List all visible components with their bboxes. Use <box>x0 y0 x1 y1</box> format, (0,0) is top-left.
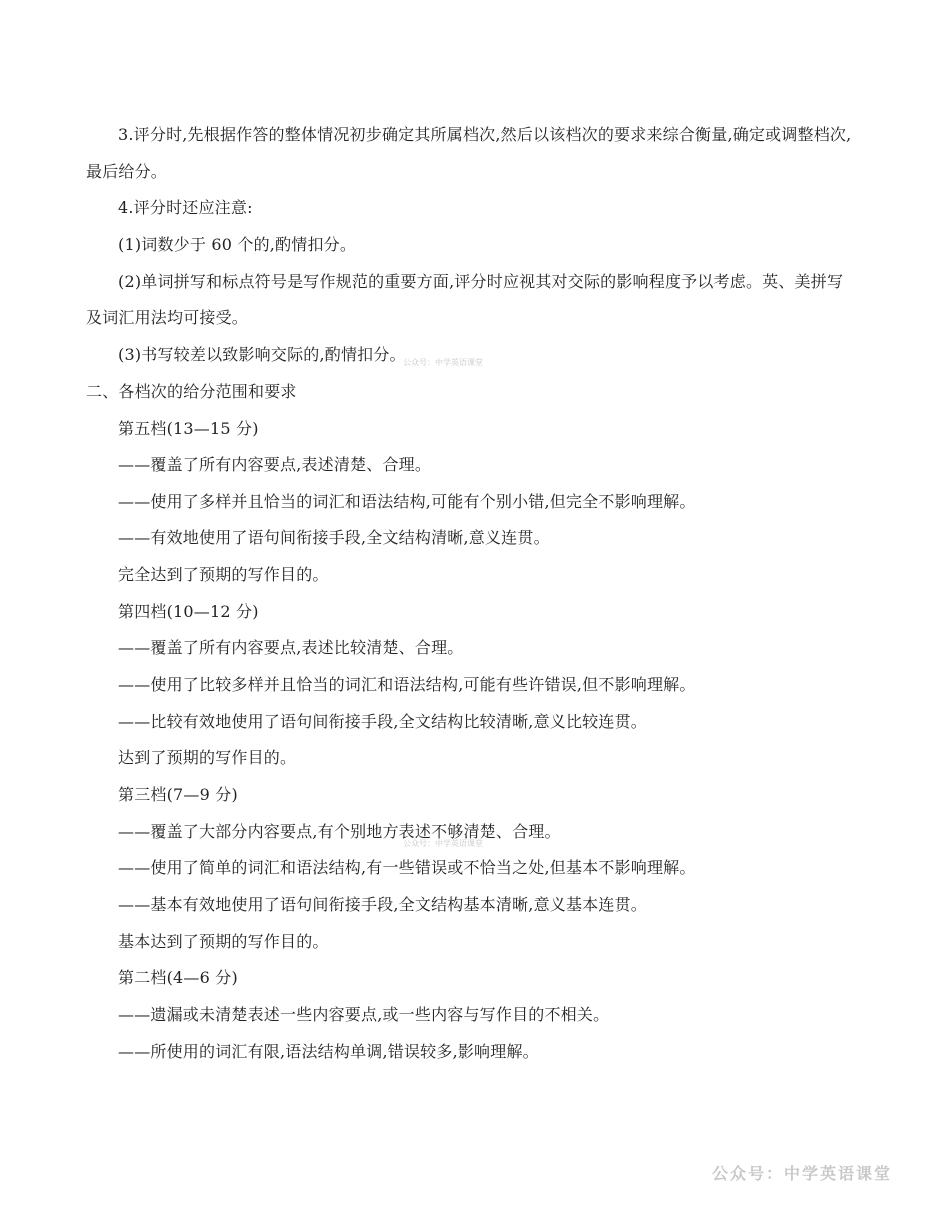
rule-4-item-2-line-1: (2)单词拼写和标点符号是写作规范的重要方面,评分时应视其对交际的影响程度予以考虑。英、美拼写 <box>118 272 844 291</box>
rule-4-item-3: (3)书写较差以致影响交际的,酌情扣分。 <box>118 345 406 364</box>
inline-watermark: 公众号：中学英语课堂 <box>403 839 483 848</box>
band-3-heading: 第三档(7—9 分) <box>118 785 238 804</box>
rule-3-line-2: 最后给分。 <box>86 162 168 181</box>
rule-4-item-1: (1)词数少于 60 个的,酌情扣分。 <box>118 235 357 254</box>
band-4-criterion-2: ——使用了比较多样并且恰当的词汇和语法结构,可能有些许错误,但不影响理解。 <box>118 675 696 694</box>
band-5-criterion-1: ——覆盖了所有内容要点,表述清楚、合理。 <box>118 455 432 474</box>
band-5-heading: 第五档(13—15 分) <box>118 419 259 438</box>
band-3-criterion-2: ——使用了简单的词汇和语法结构,有一些错误或不恰当之处,但基本不影响理解。 <box>118 858 696 877</box>
rule-3-line-1: 3.评分时,先根据作答的整体情况初步确定其所属档次,然后以该档次的要求来综合衡量,确定或调整档次, <box>118 125 852 144</box>
band-5-criterion-2: ——使用了多样并且恰当的词汇和语法结构,可能有个别小错,但完全不影响理解。 <box>118 492 696 511</box>
band-2-criterion-2: ——所使用的词汇有限,语法结构单调,错误较多,影响理解。 <box>118 1042 539 1061</box>
inline-watermark: 公众号：中学英语课堂 <box>403 358 483 367</box>
band-4-criterion-1: ——覆盖了所有内容要点,表述比较清楚、合理。 <box>118 638 464 657</box>
band-3-summary: 基本达到了预期的写作目的。 <box>118 932 329 951</box>
footer-watermark: 公众号：中学英语课堂 <box>712 1164 893 1183</box>
rule-4-heading: 4.评分时还应注意: <box>118 198 253 217</box>
band-3-criterion-3: ——基本有效地使用了语句间衔接手段,全文结构基本清晰,意义基本连贯。 <box>118 895 647 914</box>
band-3-criterion-1: ——覆盖了大部分内容要点,有个别地方表述不够清楚、合理。 <box>118 822 561 841</box>
band-5-criterion-3: ——有效地使用了语句间衔接手段,全文结构清晰,意义连贯。 <box>118 528 550 547</box>
rule-4-item-2-line-2: 及词汇用法均可接受。 <box>86 308 249 327</box>
band-2-heading: 第二档(4—6 分) <box>118 968 238 987</box>
band-4-criterion-3: ——比较有效地使用了语句间衔接手段,全文结构比较清晰,意义比较连贯。 <box>118 712 647 731</box>
band-5-summary: 完全达到了预期的写作目的。 <box>118 565 329 584</box>
band-4-heading: 第四档(10—12 分) <box>118 602 259 621</box>
band-4-summary: 达到了预期的写作目的。 <box>118 748 297 767</box>
band-2-criterion-1: ——遗漏或未清楚表述一些内容要点,或一些内容与写作目的不相关。 <box>118 1005 610 1024</box>
section-two-heading: 二、各档次的给分范围和要求 <box>86 382 297 401</box>
